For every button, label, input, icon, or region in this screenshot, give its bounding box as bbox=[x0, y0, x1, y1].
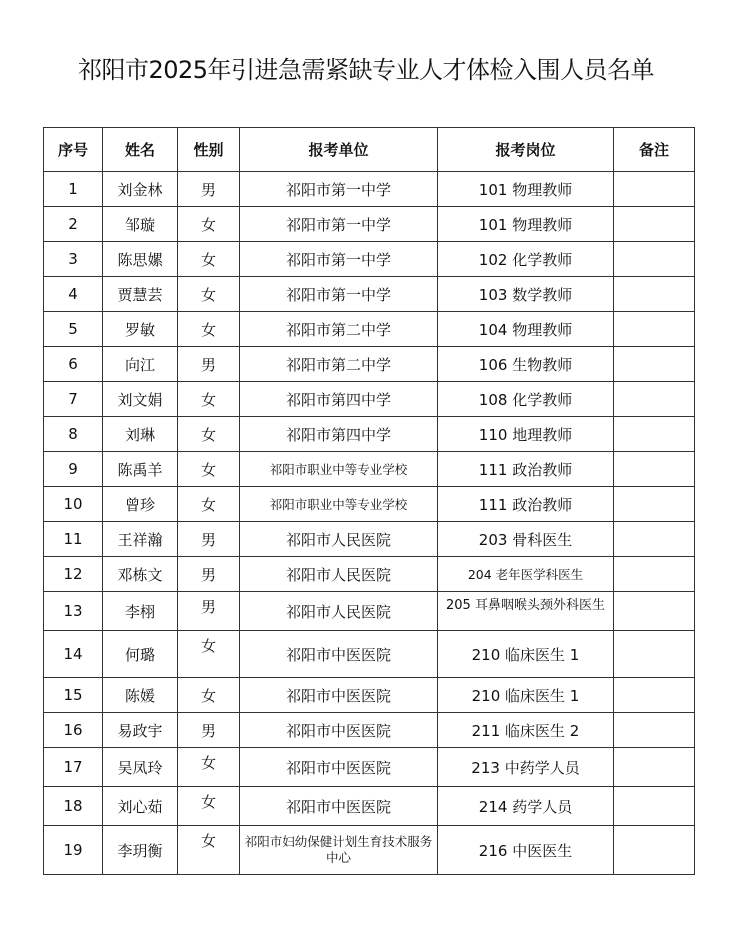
cell-post: 106 生物教师 bbox=[438, 347, 614, 382]
cell-name: 贾慧芸 bbox=[103, 277, 178, 312]
cell-post: 108 化学教师 bbox=[438, 382, 614, 417]
cell-gender: 男 bbox=[178, 557, 240, 592]
cell-note bbox=[614, 172, 695, 207]
col-header-no: 序号 bbox=[44, 128, 103, 172]
cell-gender: 女 bbox=[178, 312, 240, 347]
cell-post-text: 205 耳鼻咽喉头颈外科医生 bbox=[446, 598, 605, 613]
cell-gender: 男 bbox=[178, 172, 240, 207]
cell-note bbox=[614, 557, 695, 592]
cell-post: 214 药学人员 bbox=[438, 787, 614, 826]
table-row bbox=[44, 207, 695, 242]
table-row bbox=[44, 522, 695, 557]
cell-unit: 祁阳市第二中学 bbox=[240, 347, 438, 382]
page-title: 祁阳市2025年引进急需紧缺专业人才体检入围人员名单 bbox=[77, 56, 655, 84]
table-row bbox=[44, 382, 695, 417]
cell-no: 18 bbox=[44, 787, 103, 826]
cell-no: 8 bbox=[44, 417, 103, 452]
cell-gender: 男 bbox=[178, 592, 240, 631]
cell-no: 13 bbox=[44, 592, 103, 631]
cell-no: 16 bbox=[44, 713, 103, 748]
cell-gender: 女 bbox=[178, 277, 240, 312]
cell-no: 17 bbox=[44, 748, 103, 787]
cell-unit: 祁阳市第一中学 bbox=[240, 172, 438, 207]
cell-gender: 女 bbox=[178, 207, 240, 242]
cell-name: 罗敏 bbox=[103, 312, 178, 347]
cell-gender: 女 bbox=[178, 242, 240, 277]
cell-unit: 祁阳市中医医院 bbox=[240, 678, 438, 713]
cell-post: 204 老年医学科医生 bbox=[438, 557, 614, 592]
table-row bbox=[44, 713, 695, 748]
candidate-table bbox=[43, 127, 695, 875]
cell-gender: 男 bbox=[178, 347, 240, 382]
cell-gender: 女 bbox=[178, 382, 240, 417]
table-row bbox=[44, 678, 695, 713]
cell-unit: 祁阳市中医医院 bbox=[240, 713, 438, 748]
table-row bbox=[44, 557, 695, 592]
cell-post bbox=[438, 592, 614, 631]
cell-no: 1 bbox=[44, 172, 103, 207]
cell-unit: 祁阳市第一中学 bbox=[240, 242, 438, 277]
table-body bbox=[44, 172, 695, 875]
cell-unit: 祁阳市第四中学 bbox=[240, 382, 438, 417]
cell-post: 216 中医医生 bbox=[438, 826, 614, 875]
cell-note bbox=[614, 592, 695, 631]
cell-note bbox=[614, 382, 695, 417]
cell-note bbox=[614, 678, 695, 713]
cell-unit: 祁阳市人民医院 bbox=[240, 592, 438, 631]
cell-name: 刘金林 bbox=[103, 172, 178, 207]
cell-post: 103 数学教师 bbox=[438, 277, 614, 312]
cell-note bbox=[614, 312, 695, 347]
cell-note bbox=[614, 452, 695, 487]
col-header-post: 报考岗位 bbox=[438, 128, 614, 172]
cell-unit: 祁阳市中医医院 bbox=[240, 631, 438, 678]
cell-no: 7 bbox=[44, 382, 103, 417]
cell-post: 104 物理教师 bbox=[438, 312, 614, 347]
cell-gender: 女 bbox=[178, 452, 240, 487]
table-row bbox=[44, 242, 695, 277]
table-row bbox=[44, 631, 695, 678]
table-row bbox=[44, 592, 695, 631]
cell-unit: 祁阳市人民医院 bbox=[240, 557, 438, 592]
cell-gender: 女 bbox=[178, 487, 240, 522]
cell-gender: 男 bbox=[178, 713, 240, 748]
cell-unit: 祁阳市第四中学 bbox=[240, 417, 438, 452]
cell-gender: 女 bbox=[178, 417, 240, 452]
col-header-name: 姓名 bbox=[103, 128, 178, 172]
cell-gender: 女 bbox=[178, 748, 240, 787]
cell-gender: 女 bbox=[178, 631, 240, 678]
cell-post: 210 临床医生 1 bbox=[438, 678, 614, 713]
table-row bbox=[44, 787, 695, 826]
cell-no: 14 bbox=[44, 631, 103, 678]
table-row bbox=[44, 826, 695, 875]
cell-post: 210 临床医生 1 bbox=[438, 631, 614, 678]
table-row bbox=[44, 312, 695, 347]
cell-note bbox=[614, 748, 695, 787]
cell-name: 向江 bbox=[103, 347, 178, 382]
cell-name: 曾珍 bbox=[103, 487, 178, 522]
cell-note bbox=[614, 242, 695, 277]
col-header-unit: 报考单位 bbox=[240, 128, 438, 172]
cell-gender: 女 bbox=[178, 678, 240, 713]
cell-no: 19 bbox=[44, 826, 103, 875]
cell-post: 102 化学教师 bbox=[438, 242, 614, 277]
cell-no: 5 bbox=[44, 312, 103, 347]
cell-post: 101 物理教师 bbox=[438, 207, 614, 242]
cell-note bbox=[614, 713, 695, 748]
cell-no: 15 bbox=[44, 678, 103, 713]
cell-name: 陈思嫘 bbox=[103, 242, 178, 277]
cell-name: 易政宇 bbox=[103, 713, 178, 748]
cell-post: 101 物理教师 bbox=[438, 172, 614, 207]
cell-name: 刘文娟 bbox=[103, 382, 178, 417]
cell-name: 邓栋文 bbox=[103, 557, 178, 592]
cell-name: 李玥衡 bbox=[103, 826, 178, 875]
cell-note bbox=[614, 417, 695, 452]
cell-gender: 男 bbox=[178, 522, 240, 557]
cell-name: 陈媛 bbox=[103, 678, 178, 713]
cell-unit: 祁阳市中医医院 bbox=[240, 787, 438, 826]
cell-note bbox=[614, 487, 695, 522]
cell-unit: 祁阳市妇幼保健计划生育技术服务中心 bbox=[240, 826, 438, 875]
cell-note bbox=[614, 631, 695, 678]
cell-name: 邹璇 bbox=[103, 207, 178, 242]
cell-post: 110 地理教师 bbox=[438, 417, 614, 452]
cell-unit: 祁阳市中医医院 bbox=[240, 748, 438, 787]
cell-unit: 祁阳市第一中学 bbox=[240, 207, 438, 242]
cell-no: 3 bbox=[44, 242, 103, 277]
cell-name: 李栩 bbox=[103, 592, 178, 631]
cell-name: 陈禹羊 bbox=[103, 452, 178, 487]
cell-unit: 祁阳市职业中等专业学校 bbox=[240, 452, 438, 487]
cell-unit: 祁阳市第二中学 bbox=[240, 312, 438, 347]
cell-no: 10 bbox=[44, 487, 103, 522]
table-row bbox=[44, 417, 695, 452]
cell-gender: 女 bbox=[178, 826, 240, 875]
cell-no: 4 bbox=[44, 277, 103, 312]
cell-note bbox=[614, 826, 695, 875]
cell-name: 刘琳 bbox=[103, 417, 178, 452]
cell-name: 刘心茹 bbox=[103, 787, 178, 826]
col-header-gender: 性别 bbox=[178, 128, 240, 172]
cell-post: 111 政治教师 bbox=[438, 452, 614, 487]
cell-note bbox=[614, 277, 695, 312]
cell-no: 12 bbox=[44, 557, 103, 592]
table-row bbox=[44, 347, 695, 382]
table-row bbox=[44, 748, 695, 787]
cell-gender: 女 bbox=[178, 787, 240, 826]
cell-no: 11 bbox=[44, 522, 103, 557]
cell-post: 203 骨科医生 bbox=[438, 522, 614, 557]
cell-note bbox=[614, 207, 695, 242]
cell-unit: 祁阳市人民医院 bbox=[240, 522, 438, 557]
cell-no: 2 bbox=[44, 207, 103, 242]
cell-note bbox=[614, 347, 695, 382]
cell-name: 吴凤玲 bbox=[103, 748, 178, 787]
cell-name: 王祥瀚 bbox=[103, 522, 178, 557]
col-header-note: 备注 bbox=[614, 128, 695, 172]
cell-name: 何璐 bbox=[103, 631, 178, 678]
cell-unit: 祁阳市第一中学 bbox=[240, 277, 438, 312]
cell-note bbox=[614, 787, 695, 826]
cell-post: 213 中药学人员 bbox=[438, 748, 614, 787]
table-row bbox=[44, 487, 695, 522]
cell-post: 111 政治教师 bbox=[438, 487, 614, 522]
table-header-row bbox=[44, 128, 695, 172]
table-row bbox=[44, 452, 695, 487]
cell-no: 9 bbox=[44, 452, 103, 487]
cell-no: 6 bbox=[44, 347, 103, 382]
cell-post: 211 临床医生 2 bbox=[438, 713, 614, 748]
cell-unit: 祁阳市职业中等专业学校 bbox=[240, 487, 438, 522]
table-row bbox=[44, 277, 695, 312]
cell-note bbox=[614, 522, 695, 557]
table-row bbox=[44, 172, 695, 207]
